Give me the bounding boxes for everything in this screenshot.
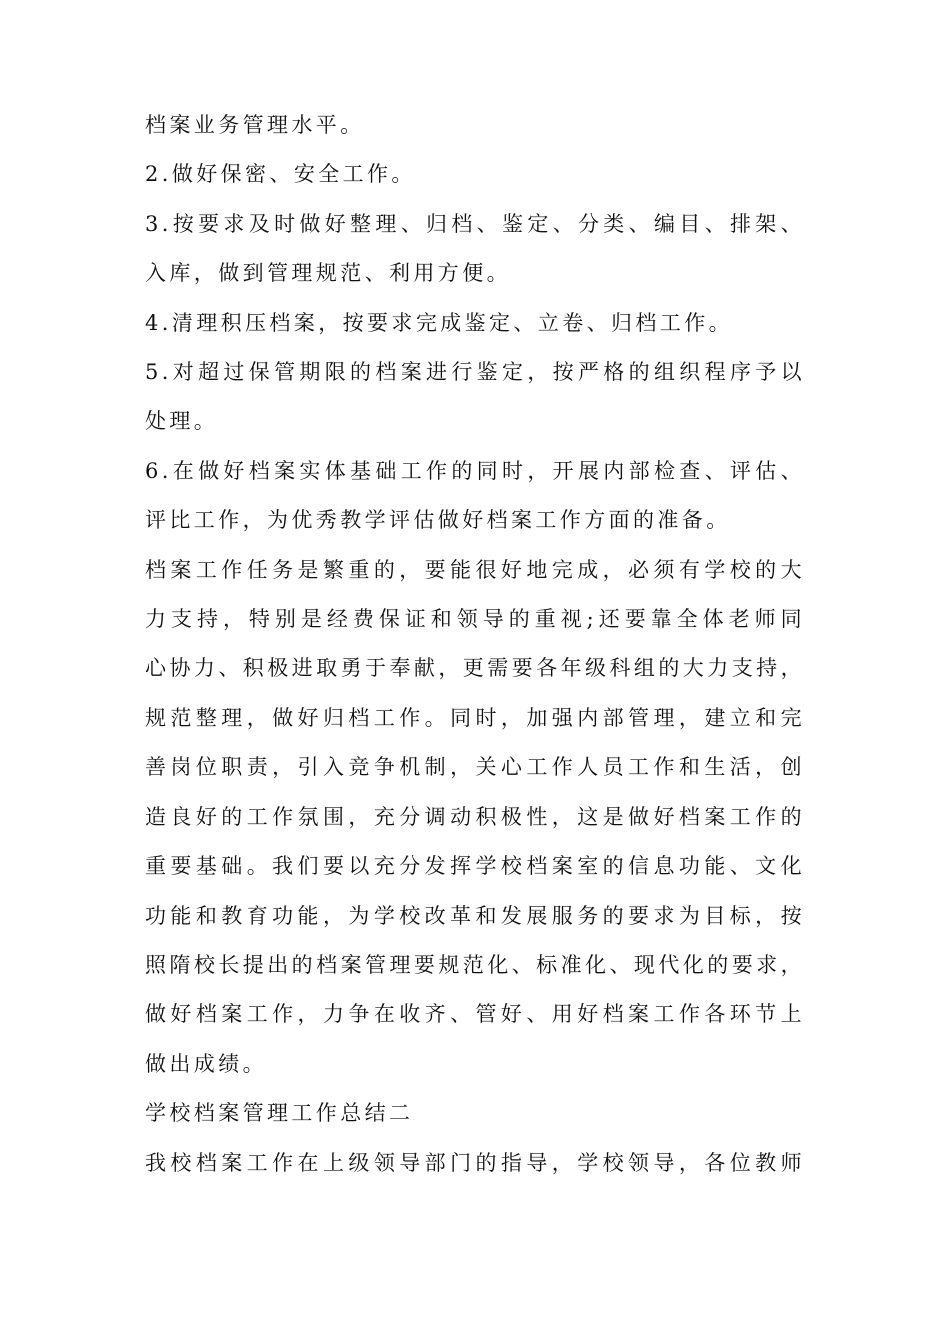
text-line-16 [145, 842, 805, 891]
text-line: 学校档案管理工作总结二 [145, 1101, 414, 1126]
text-line: 善岗位职责，引入竞争机制，关心工作人员工作和生活，创 [145, 755, 805, 780]
text-line-20 [145, 1040, 805, 1089]
text-line: 我校档案工作在上级领导部门的指导，学校领导，各位教师 [145, 1150, 805, 1175]
text-line: 照隋校长提出的档案管理要规范化、标准化、现代化的要求， [145, 952, 805, 977]
text-line-7 [145, 397, 805, 446]
text-line: 功能和教育功能，为学校改革和发展服务的要求为目标，按 [145, 903, 805, 928]
text-line-3 [145, 200, 805, 249]
text-line: 处理。 [145, 409, 219, 434]
text-line: 做出成绩。 [145, 1051, 267, 1076]
text-line-4 [145, 249, 805, 298]
text-line: 评比工作，为优秀教学评估做好档案工作方面的准备。 [145, 508, 731, 533]
text-line-14 [145, 743, 805, 792]
text-line: 档案工作任务是繁重的，要能很好地完成，必须有学校的大 [145, 557, 805, 582]
text-line-6 [145, 348, 805, 397]
text-line-12 [145, 644, 805, 693]
text-line: 规范整理，做好归档工作。同时，加强内部管理，建立和完 [145, 705, 805, 730]
text-line: 6.在做好档案实体基础工作的同时，开展内部检查、评估、 [145, 458, 805, 483]
text-line: 力支持，特别是经费保证和领导的重视;还要靠全体老师同 [145, 607, 805, 632]
text-line-18 [145, 941, 805, 990]
text-line-11 [145, 595, 805, 644]
text-line: 2.做好保密、安全工作。 [145, 162, 416, 187]
text-line: 档案业务管理水平。 [145, 113, 365, 137]
text-line: 5.对超过保管期限的档案进行鉴定，按严格的组织程序予以 [145, 360, 805, 385]
text-line-2 [145, 150, 805, 199]
text-line: 3.按要求及时做好整理、归档、鉴定、分类、编目、排架、 [145, 211, 805, 236]
text-line: 4.清理积压档案，按要求完成鉴定、立卷、归档工作。 [145, 310, 734, 335]
text-line-8 [145, 447, 805, 496]
text-line-5 [145, 299, 805, 348]
text-line: 心协力、积极进取勇于奉献，更需要各年级科组的大力支持， [145, 656, 805, 681]
text-line-15 [145, 793, 805, 842]
text-line-19 [145, 990, 805, 1039]
text-line: 做好档案工作，力争在收齐、管好、用好档案工作各环节上 [145, 1002, 805, 1027]
text-line-10 [145, 546, 805, 595]
text-line-22 [145, 1139, 805, 1188]
document-body [145, 101, 805, 1188]
text-line: 入库，做到管理规范、利用方便。 [145, 261, 511, 286]
text-line: 造良好的工作氛围，充分调动积极性，这是做好档案工作的 [145, 804, 805, 829]
text-line-17 [145, 892, 805, 941]
text-line-9 [145, 496, 805, 545]
text-line: 重要基础。我们要以充分发挥学校档案室的信息功能、文化 [145, 854, 805, 879]
section-heading [145, 1089, 805, 1138]
text-line-1 [145, 101, 805, 150]
text-line-13 [145, 694, 805, 743]
